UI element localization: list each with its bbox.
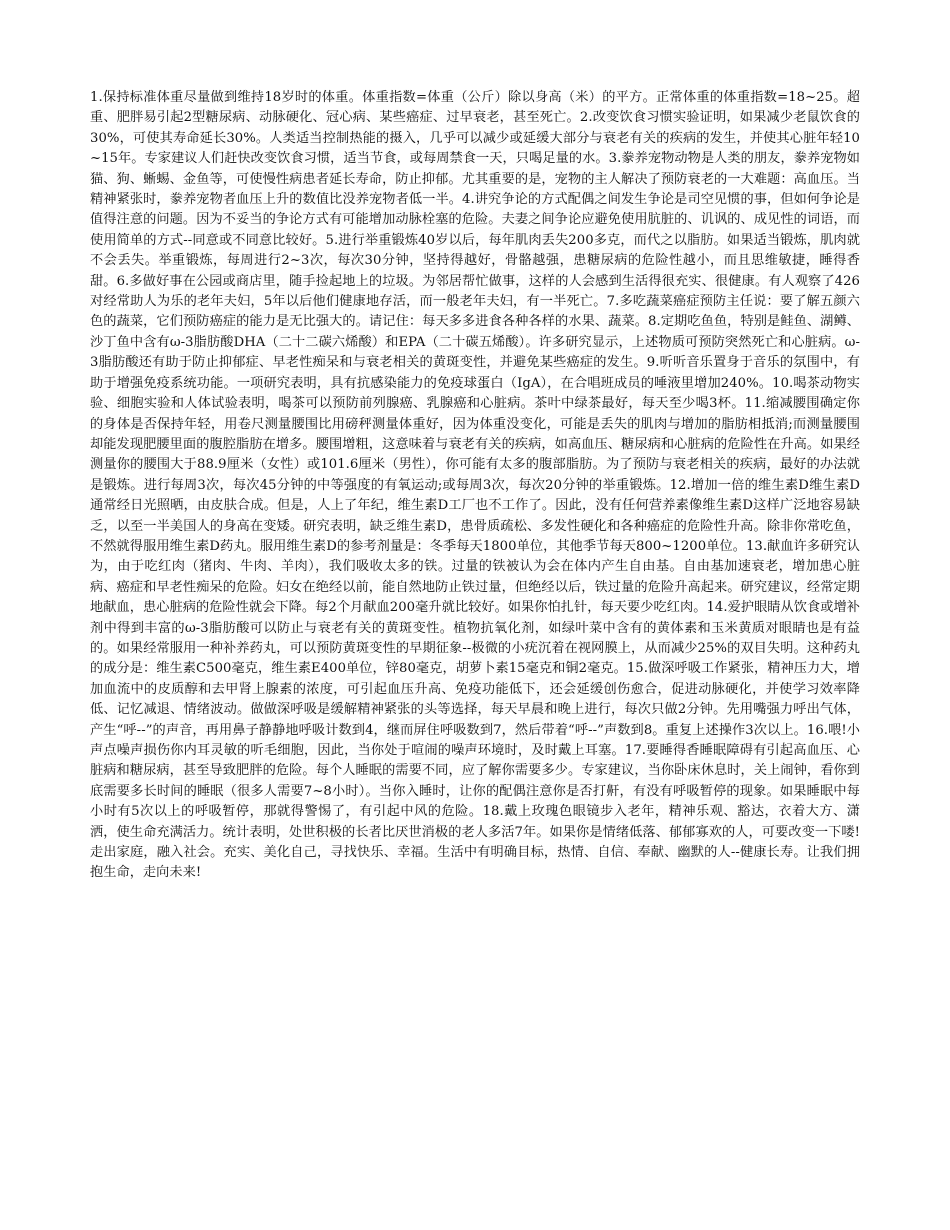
document-page	[90, 88, 860, 884]
body-paragraph: 1.保持标准体重尽量做到维持18岁时的体重。体重指数=体重（公斤）除以身高（米）的平方。正常体重的体重指数=18~25。超重、肥胖易引起2型糖尿病、动脉硬化、冠心病、某些癌症、过早衰老，甚至死亡。2.改变饮食习惯实验证明，如果减少老鼠饮食的30%，可使其寿命延长30%。人类适当控制热能的摄入，几乎可以减少或延缓大部分与衰老有关的疾病的发生，并使其心脏年轻10~15年。专家建议人们赶快改变饮食习惯，适当节食，或每周禁食一天，只喝足量的水。3.豢养宠物动物是人类的朋友，豢养宠物如猫、狗、蜥蜴、金鱼等，可使慢性病患者延长寿命，防止抑郁。尤其重要的是，宠物的主人解决了预防衰老的一大难题：高血压。当精神紧张时，豢养宠物者血压上升的数值比没养宠物者低一半。4.讲究争论的方式配偶之间发生争论是司空见惯的事，但如何争论是值得注意的问题。因为不妥当的争论方式有可能增加动脉栓塞的危险。夫妻之间争论应避免使用肮脏的、讥讽的、成见性的词语，而使用简单的方式--同意或不同意比较好。5.进行举重锻炼40岁以后，每年肌肉丢失200多克，而代之以脂肪。如果适当锻炼，肌肉就不会丢失。举重锻炼，每周进行2~3次，每次30分钟，坚持得越好，骨骼越强，患糖尿病的危险性越小，而且思维敏捷，睡得香甜。6.多做好事在公园或商店里，随手捡起地上的垃圾。为邻居帮忙做事，这样的人会感到生活得很充实、很健康。有人观察了426对经常助人为乐的老年夫妇，5年以后他们健康地存活，而一般老年夫妇，有一半死亡。7.多吃蔬菜癌症预防主任说：要了解五颜六色的蔬菜，它们预防癌症的能力是无比强大的。请记住：每天多多进食各种各样的水果、蔬菜。8.定期吃鱼鱼，特别是鲑鱼、湖鳟、沙丁鱼中含有ω-3脂肪酸DHA（二十二碳六烯酸）和EPA（二十碳五烯酸）。许多研究显示，上述物质可预防突然死亡和心脏病。ω-3脂肪酸还有助于防止抑郁症、早老性痴呆和与衰老相关的黄斑变性，并避免某些癌症的发生。9.听听音乐置身于音乐的氛围中，有助于增强免疫系统功能。一项研究表明，具有抗感染能力的免疫球蛋白（IgA），在合唱班成员的唾液里增加240%。10.喝茶动物实验、细胞实验和人体试验表明，喝茶可以预防前列腺癌、乳腺癌和心脏病。茶叶中绿茶最好，每天至少喝3杯。11.缩减腰围确定你的身体是否保持年轻，用卷尺测量腰围比用磅秤测量体重好，因为体重没变化，可能是丢失的肌肉与增加的脂肪相抵消;而测量腰围却能发现肥腰里面的腹腔脂肪在增多。腰围增粗，这意味着与衰老有关的疾病，如高血压、糖尿病和心脏病的危险性在升高。如果经测量你的腰围大于88.9厘米（女性）或101.6厘米（男性），你可能有太多的腹部脂肪。为了预防与衰老相关的疾病，最好的办法就是锻炼。进行每周3次，每次45分钟的中等强度的有氧运动;或每周3次，每次20分钟的举重锻炼。12.增加一倍的维生素D维生素D通常经日光照晒，由皮肤合成。但是，人上了年纪，维生素D工厂也不工作了。因此，没有任何营养素像维生素D这样广泛地容易缺乏，以至一半美国人的身高在变矮。研究表明，缺乏维生素D，患骨质疏松、多发性硬化和各种癌症的危险性升高。除非你常吃鱼，不然就得服用维生素D药丸。服用维生素D的参考剂量是：冬季每天1800单位，其他季节每天800~1200单位。13.献血许多研究认为，由于吃红肉（猪肉、牛肉、羊肉），我们吸收太多的铁。过量的铁被认为会在体内产生自由基。自由基加速衰老，增加患心脏病、癌症和早老性痴呆的危险。妇女在绝经以前，能自然地防止铁过量，但绝经以后，铁过量的危险升高起来。研究建议，经常定期地献血，患心脏病的危险性就会下降。每2个月献血200毫升就比较好。如果你怕扎针，每天要少吃红肉。14.爱护眼睛从饮食或增补剂中得到丰富的ω-3脂肪酸可以防止与衰老有关的黄斑变性。植物抗氧化剂，如绿叶菜中含有的黄体素和玉米黄质对眼睛也是有益的。如果经常服用一种补养药丸，可以预防黄斑变性的早期征象--极微的小疣沉着在视网膜上，从而减少25%的双目失明。这种药丸的成分是：维生素C500毫克，维生素E400单位，锌80毫克，胡萝卜素15毫克和铜2毫克。15.做深呼吸工作紧张，精神压力大，增加血流中的皮质醇和去甲肾上腺素的浓度，可引起血压升高、免疫功能低下，还会延缓创伤愈合，促进动脉硬化，并使学习效率降低、记忆减退、情绪波动。做做深呼吸是缓解精神紧张的头等选择，每天早晨和晚上进行，每次只做2分钟。先用嘴强力呼出气体，产生“呼--”的声音，再用鼻子静静地呼吸计数到4，继而屏住呼吸数到7，然后带着“呼--”声数到8。重复上述操作3次以上。16.喂!小声点噪声损伤你内耳灵敏的听毛细胞，因此，当你处于喧闹的噪声环境时，及时戴上耳塞。17.要睡得香睡眠障碍有引起高血压、心脏病和糖尿病，甚至导致肥胖的危险。每个人睡眠的需要不同，应了解你需要多少。专家建议，当你卧床休息时，关上闹钟，看你到底需要多长时间的睡眠（很多人需要7~8小时）。当你入睡时，让你的配偶注意你是否打鼾，有没有呼吸暂停的现象。如果睡眠中每小时有5次以上的呼吸暂停，那就得警惕了，有引起中风的危险。18.戴上玫瑰色眼镜步入老年，精神乐观、豁达，衣着大方、潇洒，使生命充满活力。统计表明，处世积极的长者比厌世消极的老人多活7年。如果你是情绪低落、郁郁寡欢的人，可要改变一下喽!走出家庭，融入社会。充实、美化自己，寻找快乐、幸福。生活中有明确目标，热情、自信、奉献、幽默的人--健康长寿。让我们拥抱生命，走向未来!	[90, 90, 860, 881]
